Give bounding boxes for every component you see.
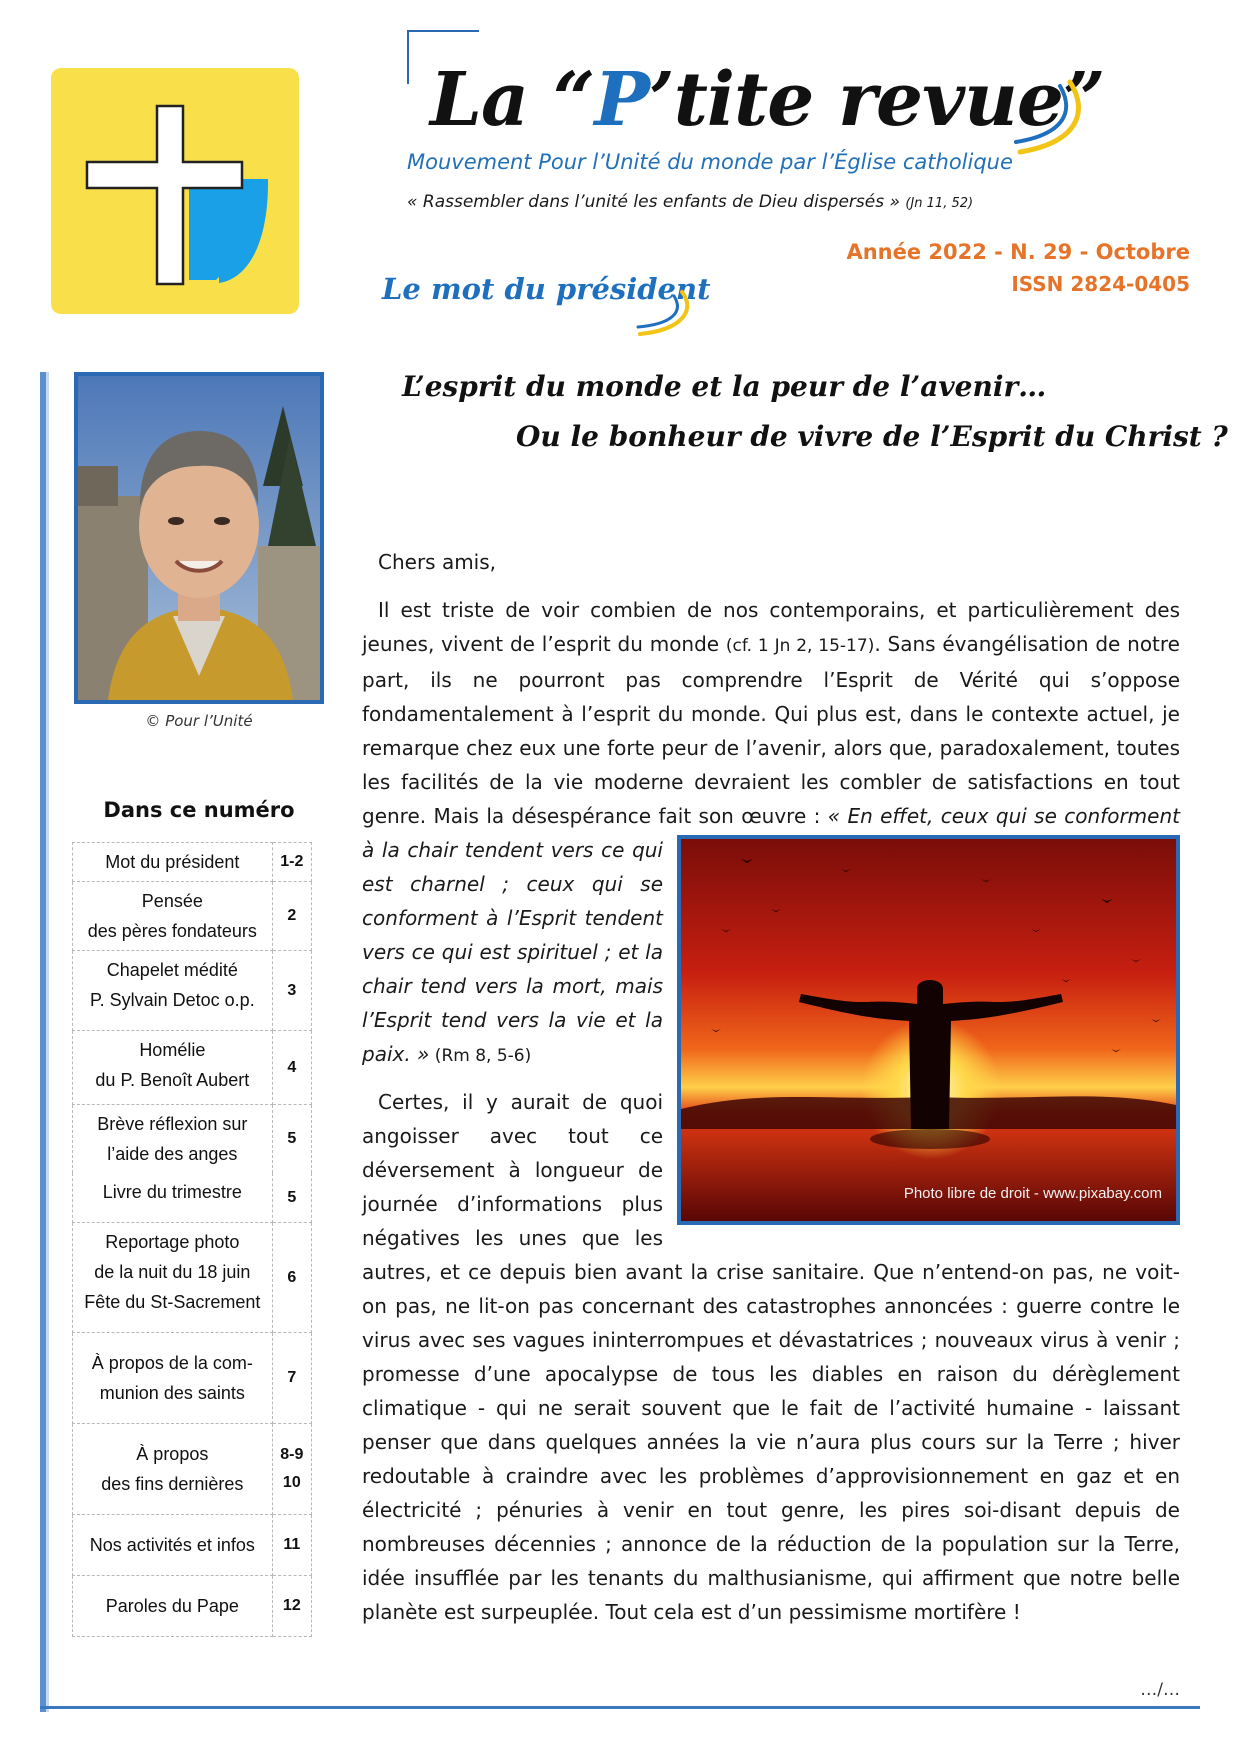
subtitle: Mouvement Pour l’Unité du monde par l’Église catholique (407, 150, 1013, 174)
toc-label: des pères fondateurs (87, 921, 257, 941)
toc-label: Nos activités et infos (89, 1535, 255, 1555)
toc-row[interactable] (73, 1173, 312, 1223)
sunset-christ-picture (677, 835, 1180, 1225)
toc-label: Homélie (139, 1040, 206, 1060)
toc-page: 5 (287, 1188, 297, 1206)
toc-page: 5 (287, 1130, 297, 1147)
publication-title: La “P’tite revue” (430, 57, 1105, 143)
toc-page: 10 (282, 1474, 301, 1491)
toc-row[interactable] (73, 1515, 312, 1576)
toc-row[interactable] (73, 882, 312, 951)
sidebar-rule-light (46, 372, 49, 1712)
picture-credit: Photo libre de droit - www.pixabay.com (903, 1185, 1162, 1202)
toc-label: Paroles du Pape (105, 1596, 239, 1616)
toc-label: du P. Benoît Aubert (95, 1070, 250, 1090)
bottom-rule (40, 1706, 1200, 1709)
logo (51, 68, 299, 314)
toc-page: 4 (287, 1058, 297, 1076)
toc-label: Chapelet médité (106, 960, 238, 980)
headline-line-2: Ou le bonheur de vivre de l’Esprit du Christ ? (516, 420, 1228, 453)
toc-page: 3 (287, 981, 297, 999)
toc-label: munion des saints (99, 1383, 245, 1403)
toc-label: Brève réflexion sur (97, 1114, 248, 1134)
toc-page: 11 (283, 1536, 301, 1553)
section-swoosh-icon (632, 288, 712, 338)
toc-label: P. Sylvain Detoc o.p. (89, 990, 255, 1010)
toc-page: 12 (282, 1597, 301, 1614)
toc-page: 6 (287, 1268, 297, 1286)
photo-credit: © Pour l’Unité (145, 712, 253, 730)
toc-row[interactable] (73, 951, 312, 1031)
toc-label: Reportage photo (105, 1232, 240, 1252)
toc-page: 2 (287, 907, 297, 924)
toc-label: l’aide des anges (107, 1144, 238, 1164)
president-portrait (74, 372, 324, 704)
toc-label: de la nuit du 18 juin (94, 1262, 251, 1282)
toc-row[interactable] (73, 1031, 312, 1105)
toc-row[interactable] (73, 1223, 312, 1333)
issue-number: Année 2022 - N. 29 - Octobre (846, 240, 1190, 264)
toc-label: Fête du St-Sacrement (84, 1292, 261, 1312)
toc-label: Livre du trimestre (102, 1182, 242, 1202)
continued-marker: …/… (1140, 1680, 1180, 1700)
toc-label: Pensée (141, 891, 203, 911)
toc-page: 7 (287, 1369, 297, 1386)
paragraph-1: Il est triste de voir combien de nos contemporains, et particulièrement des jeunes, vivent de l’esprit du monde (cf. 1 Jn 2, 15-17). Sans évangélisation de notre part, ils ne pourront pas comprendre l’Esprit de Vérité qui s’oppose fondamentalement à l’esprit du monde. Qui plus est, dans le contexte actuel, je remarque chez eux une forte peur de l’avenir, alors que, paradoxalement, toutes les facilités de la vie moderne devraient les combler de satisfactions en tout genre. Mais la désespérance fait son œuvre : Photo libre de droit - www.pixabay.com « En effet, ceux qui se conforment à la chair tendent vers ce qui est charnel ; ceux qui se conforment à l’Esprit tendent vers ce qui est spirituel ; et la chair tend vers la mort, mais l’Esprit tend vers la vie et la paix. » (Rm 8, 5-6) (362, 593, 1180, 1073)
toc-row[interactable] (73, 843, 312, 882)
swoosh-icon (1000, 70, 1100, 160)
paragraph-2: Certes, il y aurait de quoi angoisser avec tout ce déversement à longueur de journée d’informations plus négatives les unes que les autres, et ce depuis bien avant la crise sanitaire. Que n’entend-on pas, ne voit-on pas, ne lit-on pas concernant des catastrophes annoncées : guerre contre le virus avec ses vagues ininterrompues et dévastatrices ; nouveaux virus à venir ; promesse d’une apocalypse de tous les diables en raison du dérèglement climatique - qui ne serait souvent que le fait de l’activité humaine - laissant penser que dans quelques années la vie n’aura plus cours sur la Terre ; hiver redoutable à craindre avec les problèmes d’approvisionnement en gaz et en électricité ; pénuries à venir en tout genre, les pires soi-disant depuis de nombreuses décennies ; annonce de la réduction de la population sur la Terre, idée insufflée par les tenants du malthusianisme, qui affirment que notre belle planète est surpeuplée. Tout cela est d’un pessimisme mortifère ! (362, 1090, 1180, 1624)
greeting: Chers amis, (378, 550, 497, 574)
toc-label: À propos de la com- (91, 1353, 253, 1373)
headline-line-1: L’esprit du monde et la peur de l’avenir… (402, 370, 1047, 403)
toc-row[interactable] (73, 1424, 312, 1515)
toc-row[interactable] (73, 1333, 312, 1424)
article-body (362, 545, 1180, 1641)
toc-label: À propos (136, 1444, 209, 1464)
toc-label: Mot du président (105, 852, 240, 872)
motto: « Rassembler dans l’unité les enfants de Dieu dispersés » (Jn 11, 52) (407, 192, 974, 212)
toc-row[interactable] (73, 1105, 312, 1174)
toc-title: Dans ce numéro (103, 798, 295, 822)
toc-page: 1-2 (280, 853, 304, 870)
issn: ISSN 2824-0405 (1011, 272, 1190, 296)
table-of-contents (72, 842, 312, 1637)
toc-row[interactable] (73, 1576, 312, 1637)
toc-label: des fins dernières (101, 1474, 244, 1494)
section-title: Le mot du président (382, 272, 711, 306)
logo-cross-icon (51, 68, 299, 314)
toc-page: 8-9 (280, 1446, 304, 1463)
